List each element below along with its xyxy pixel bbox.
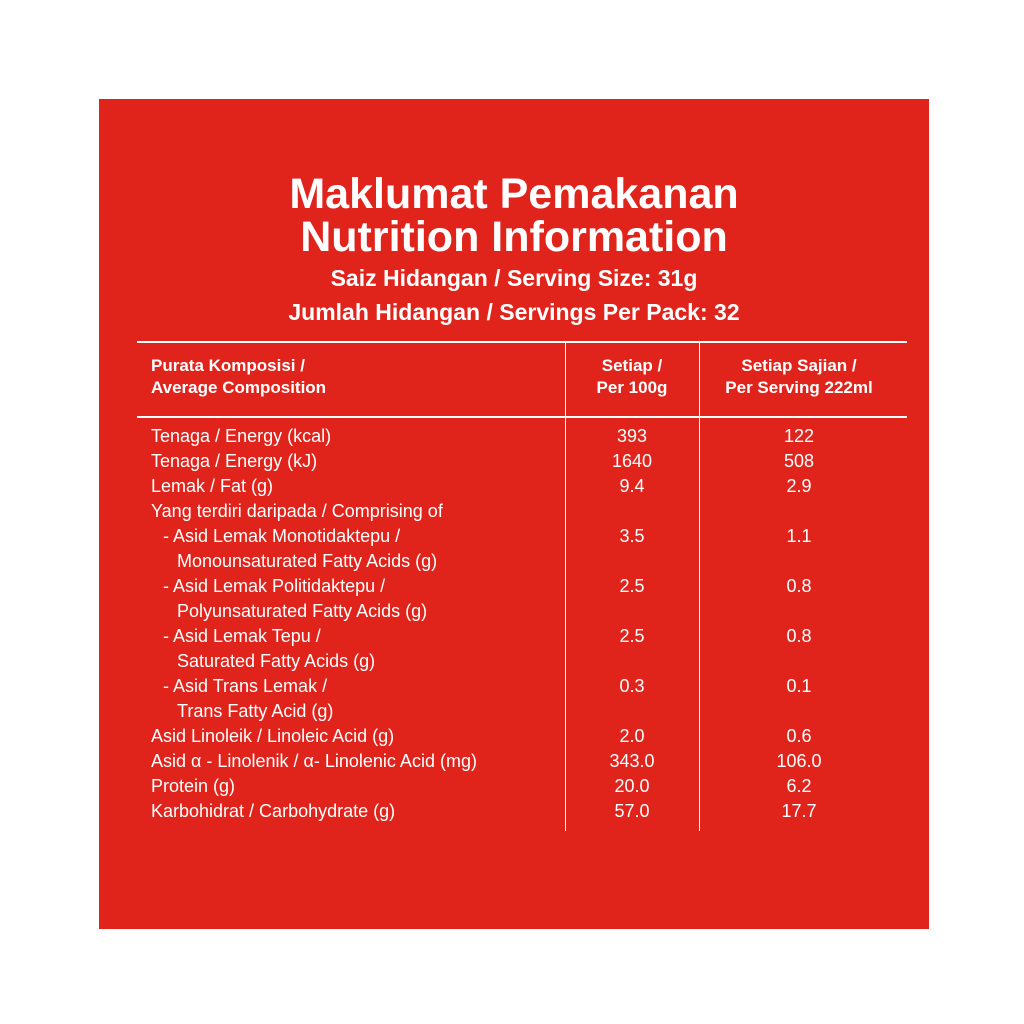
- title-english: Nutrition Information: [300, 213, 728, 261]
- table-row: [99, 574, 929, 624]
- row-value-per-serving: 0.1: [786, 676, 812, 696]
- table-row: [99, 749, 929, 774]
- table-row: [99, 674, 929, 724]
- header-per-100g-line2: Per 100g: [596, 378, 668, 397]
- row-value-per-serving: 6.2: [786, 776, 812, 796]
- row-value-per-serving: 122: [783, 426, 815, 446]
- table-top-rule: [137, 341, 907, 343]
- serving-size: Saiz Hidangan / Serving Size: 31g: [330, 265, 698, 291]
- row-label: Karbohidrat / Carbohydrate (g): [151, 801, 396, 821]
- row-value-per-serving: 0.6: [786, 726, 812, 746]
- row-label-line1: - Asid Trans Lemak /: [163, 676, 328, 696]
- table-row: [99, 799, 929, 824]
- table-row: [99, 524, 929, 574]
- table-row: [99, 449, 929, 474]
- row-value-per-100g: 343.0: [609, 751, 655, 771]
- row-label: Yang terdiri daripada / Comprising of: [151, 501, 443, 521]
- header-per-100g: [565, 355, 699, 399]
- row-value-per-100g: 9.4: [619, 476, 645, 496]
- row-label: Tenaga / Energy (kcal): [151, 426, 332, 446]
- row-value-per-serving: 2.9: [786, 476, 812, 496]
- row-label-line1: - Asid Lemak Monotidaktepu /: [163, 526, 401, 546]
- table-row: [99, 624, 929, 674]
- table-row: [99, 774, 929, 799]
- row-value-per-serving: 0.8: [786, 576, 812, 596]
- table-row: [99, 499, 929, 524]
- row-label: Asid α - Linolenik / α- Linolenic Acid (mg): [151, 751, 477, 771]
- row-label: Asid Linoleik / Linoleic Acid (g): [151, 726, 395, 746]
- row-value-per-100g: 3.5: [619, 526, 645, 546]
- header-per-100g-line1: Setiap /: [601, 356, 663, 375]
- table-body: [99, 424, 929, 824]
- row-label-line2: Saturated Fatty Acids (g): [177, 651, 376, 671]
- row-label: Protein (g): [151, 776, 236, 796]
- row-label-line2: Monounsaturated Fatty Acids (g): [177, 551, 438, 571]
- row-value-per-100g: 2.0: [619, 726, 645, 746]
- row-value-per-100g: 20.0: [614, 776, 650, 796]
- row-label: [163, 524, 437, 574]
- row-label-line2: Polyunsaturated Fatty Acids (g): [177, 601, 428, 621]
- row-label: [163, 574, 427, 624]
- header-per-serving-line2: Per Serving 222ml: [725, 378, 873, 397]
- row-value-per-100g: 0.3: [619, 676, 645, 696]
- row-value-per-serving: 0.8: [786, 626, 812, 646]
- header-per-serving: [699, 355, 899, 399]
- row-value-per-100g: 57.0: [614, 801, 650, 821]
- header-per-serving-line1: Setiap Sajian /: [741, 356, 857, 375]
- row-label-line1: - Asid Lemak Politidaktepu /: [163, 576, 386, 596]
- table-row: [99, 724, 929, 749]
- row-label-line2: Trans Fatty Acid (g): [177, 701, 334, 721]
- table-row: [99, 474, 929, 499]
- header-composition-line2: Average Composition: [151, 378, 327, 397]
- title-malay: Maklumat Pemakanan: [289, 170, 739, 218]
- row-label: Lemak / Fat (g): [151, 476, 274, 496]
- row-label: [163, 624, 375, 674]
- row-value-per-serving: 106.0: [776, 751, 822, 771]
- servings-per-pack: Jumlah Hidangan / Servings Per Pack: 32: [288, 299, 740, 325]
- row-value-per-serving: 1.1: [786, 526, 812, 546]
- row-label: Tenaga / Energy (kJ): [151, 451, 318, 471]
- row-value-per-serving: 508: [783, 451, 815, 471]
- table-row: [99, 424, 929, 449]
- row-value-per-serving: 17.7: [781, 801, 817, 821]
- row-value-per-100g: 1640: [611, 451, 653, 471]
- row-value-per-100g: 393: [616, 426, 648, 446]
- header-composition: [151, 355, 326, 399]
- table-header-rule: [137, 416, 907, 418]
- header-composition-line1: Purata Komposisi /: [151, 356, 305, 375]
- nutrition-panel: [99, 99, 929, 929]
- row-label: [163, 674, 333, 724]
- row-value-per-100g: 2.5: [619, 576, 645, 596]
- row-value-per-100g: 2.5: [619, 626, 645, 646]
- row-label-line1: - Asid Lemak Tepu /: [163, 626, 321, 646]
